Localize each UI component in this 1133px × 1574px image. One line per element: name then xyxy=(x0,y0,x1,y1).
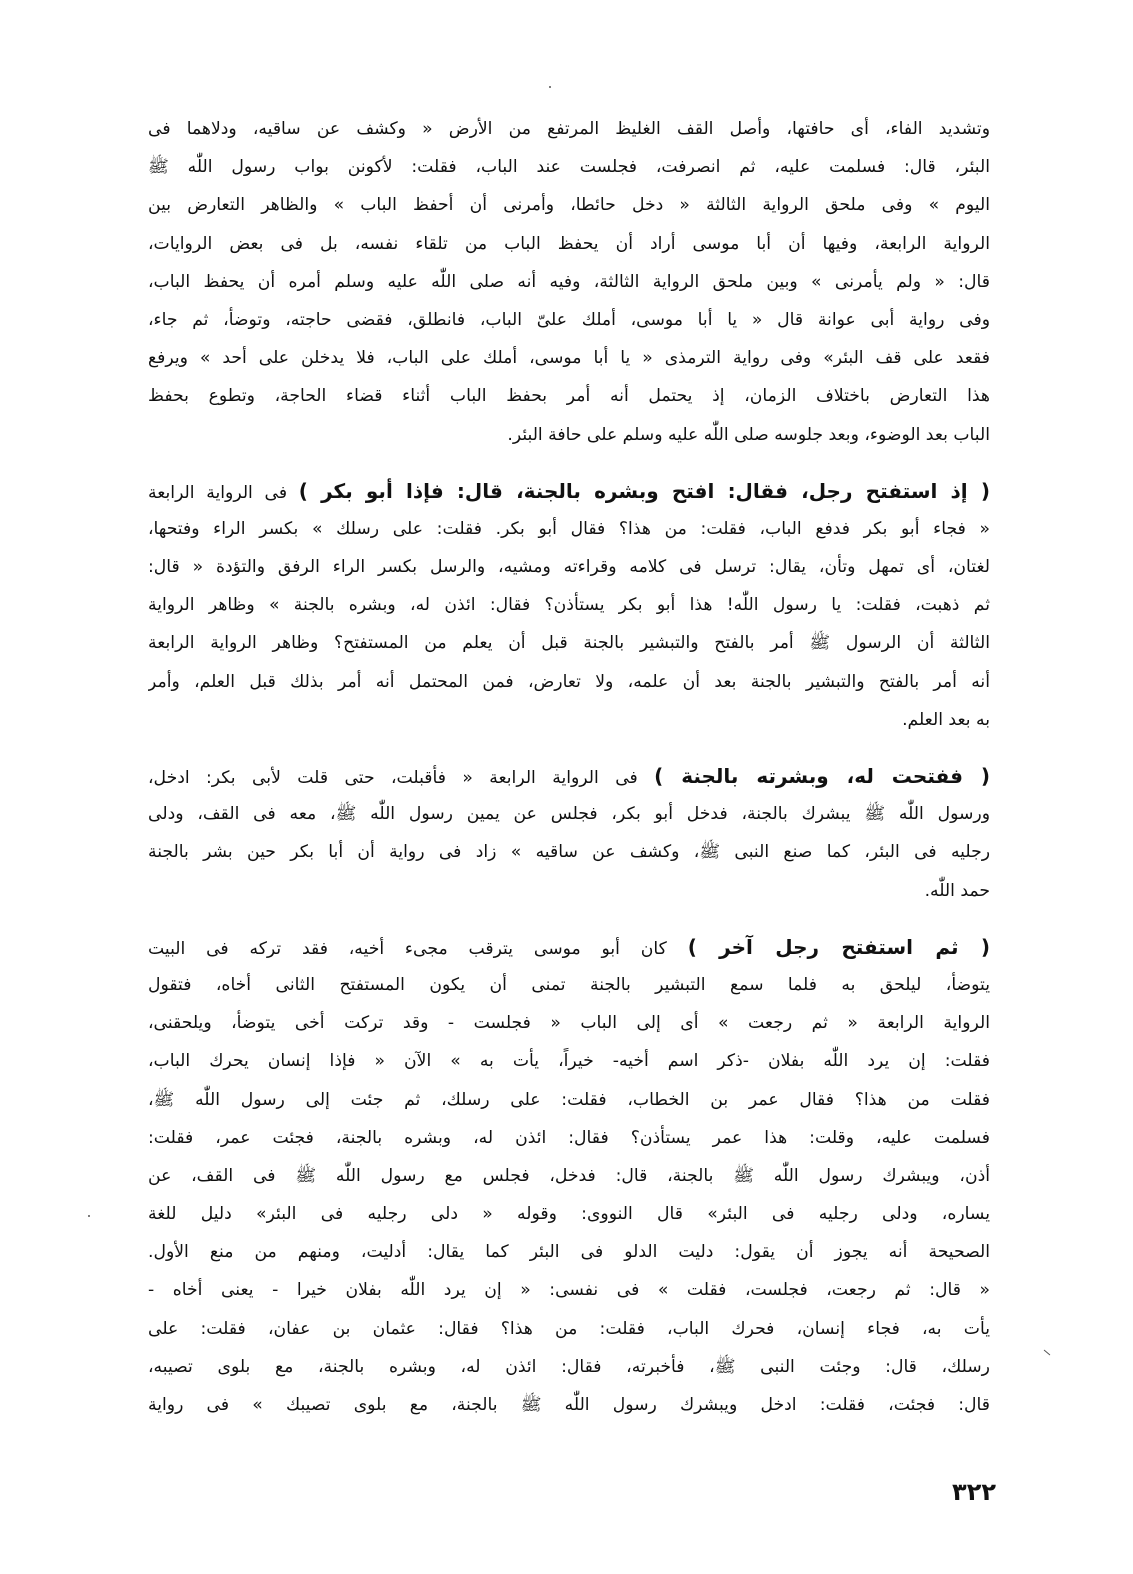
text-line xyxy=(148,928,990,966)
text-line: فسلمت عليه، وقلت: هذا عمر يستأذن؟ فقال: ائذن له، وبشره بالجنة، فجئت عمر، فقلت: xyxy=(148,1127,990,1148)
paragraph-lead: ( ثم استفتح رجل آخر ) xyxy=(687,934,990,959)
text-line: فقلت من هذا؟ فقال عمر بن الخطاب، فقلت: على رسلك، ثم جئت إلى رسول اللّٰه ﷺ، xyxy=(148,1089,990,1110)
text-line xyxy=(148,472,990,510)
text-line: فقعد على قف البئر» وفى رواية الترمذى « يا أبا موسى، أملك على الباب، فلا يدخلن على أحد » ويرفع xyxy=(148,348,990,369)
paragraph-4 xyxy=(148,928,990,1424)
text-line: « قال: ثم رجعت، فجلست، فقلت » فى نفسى: « إن يرد اللّٰه بفلان خيرا - يعنى أخاه - xyxy=(148,1280,990,1301)
text-line: يساره، ودلى رجليه فى البئر» قال النووى: وقوله « دلى رجليه فى البئر» دليل للغة xyxy=(148,1204,990,1225)
text-line: قال: فجئت، فقلت: ادخل ويبشرك رسول اللّٰه ﷺ بالجنة، مع بلوى تصيبك » فى رواية xyxy=(148,1395,990,1415)
text-line: قال: « ولم يأمرنى » وبين ملحق الرواية الثالثة، وفيه أنه صلى اللّٰه عليه وسلم أمره أن يحفظ الباب، xyxy=(148,271,990,292)
page-body xyxy=(148,110,990,1442)
text-line: الرواية الرابعة « ثم رجعت » أى إلى الباب « فجلست - وقد تركت أخى يتوضأ، ويلحقنى، xyxy=(148,1013,990,1034)
text-line: أذن، ويبشرك رسول اللّٰه ﷺ بالجنة، قال: فدخل، فجلس مع رسول اللّٰه ﷺ فى القف، عن xyxy=(148,1165,990,1186)
text-line: الصحيحة أنه يجوز أن يقول: دليت الدلو فى البئر كما يقال: أدليت، ومنهم من منع الأول. xyxy=(148,1242,990,1263)
scan-speck xyxy=(1044,1350,1051,1356)
text-line: لغتان، أى تمهل وتأن، يقال: ترسل فى كلامه وقراءته ومشيه، والرسل بكسر الراء الرفق والتؤدة « قال: xyxy=(148,557,990,578)
text-line: وتشديد الفاء، أى حافتها، وأصل القف الغليظ المرتفع من الأرض « وكشف عن ساقيه، ودلاهما فى xyxy=(148,119,990,139)
text-line: « فجاء أبو بكر فدفع الباب، فقلت: من هذا؟ فقال أبو بكر. فقلت: على رسلك » بكسر الراء وفتحها، xyxy=(148,518,990,539)
text-line: به بعد العلم. xyxy=(902,709,990,730)
text-line: رجليه فى البئر، كما صنع النبى ﷺ، وكشف عن ساقيه » زاد فى رواية أن أبا بكر حين بشر بالجنة xyxy=(148,842,990,863)
paragraph-3 xyxy=(148,757,990,910)
text-line: الباب بعد الوضوء، وبعد جلوسه صلى اللّٰه عليه وسلم على حافة البئر. xyxy=(507,424,990,445)
paragraph-2 xyxy=(148,472,990,739)
text-line: رسلك، قال: وجئت النبى ﷺ، فأخبرته، فقال: ائذن له، وبشره بالجنة، مع بلوى تصيبه، xyxy=(148,1356,990,1377)
paragraph-lead: ( ففتحت له، وبشرته بالجنة ) xyxy=(654,764,990,788)
text-line xyxy=(148,757,990,795)
text-line: هذا التعارض باختلاف الزمان، إذ يحتمل أنه أمر بحفظ الباب أثناء قضاء الحاجة، وتطوع بحفظ xyxy=(148,386,990,407)
text-line: الثالثة أن الرسول ﷺ أمر بالفتح والتبشير بالجنة قبل أن يعلم من المستفتح؟ وظاهر الرواية الرابعة xyxy=(148,633,990,654)
text-line: أنه أمر بالفتح والتبشير بالجنة بعد أن علمه، ولا تعارض، فمن المحتمل أنه أمر بذلك قبل العلم، وأمر xyxy=(148,671,990,692)
text-run: فى الرواية الرابعة xyxy=(148,482,288,503)
paragraph-1 xyxy=(148,110,990,454)
text-line: وفى رواية أبى عوانة قال « يا أبا موسى، أملك علىّ الباب، فانطلق، فقضى حاجته، وتوضأ، ثم جاء، xyxy=(148,309,990,330)
text-line: البئر، قال: فسلمت عليه، ثم انصرفت، فجلست عند الباب، فقلت: لأكونن بواب رسول اللّٰه ﷺ xyxy=(148,157,990,178)
text-line: ورسول اللّٰه ﷺ يبشرك بالجنة، فدخل أبو بكر، فجلس عن يمين رسول اللّٰه ﷺ، معه فى القف، ودلى xyxy=(148,804,990,825)
scan-speck xyxy=(88,1215,90,1217)
text-line: يأت به، فجاء إنسان، فحرك الباب، فقلت: من هذا؟ فقال: عثمان بن عفان، فقلت: على xyxy=(148,1318,990,1339)
text-run: كان أبو موسى يترقب مجىء أخيه، فقد تركه فى البيت xyxy=(148,938,667,959)
scan-speck xyxy=(549,86,551,88)
paragraph-lead: ( إذ استفتح رجل، فقال: افتح وبشره بالجنة، قال: فإذا أبو بكر ) xyxy=(298,478,990,503)
text-run: فى الرواية الرابعة « فأقبلت، حتى قلت لأبى بكر: ادخل، xyxy=(148,768,638,788)
text-line: فقلت: إن يرد اللّٰه بفلان -ذكر اسم أخيه- خيراً، يأت به » الآن « فإذا إنسان يحرك الباب، xyxy=(148,1051,990,1072)
text-line: حمد اللّٰه. xyxy=(924,880,990,901)
text-line: يتوضأ، ليلحق به فلما سمع التبشير بالجنة تمنى أن يكون المستفتح الثانى أخاه، فتقول xyxy=(148,974,990,995)
text-line: الرواية الرابعة، وفيها أن أبا موسى أراد أن يحفظ الباب من تلقاء نفسه، بل فى بعض الروايات، xyxy=(148,233,990,254)
text-line: ثم ذهبت، فقلت: يا رسول اللّٰه! هذا أبو بكر يستأذن؟ فقال: ائذن له، وبشره بالجنة » وظاهر الرواية xyxy=(148,595,990,616)
page-number: ٣٢٢ xyxy=(952,1478,996,1506)
text-line: اليوم » وفى ملحق الرواية الثالثة « دخل حائطا، وأمرنى أن أحفظ الباب » والظاهر التعارض بين xyxy=(148,195,990,216)
